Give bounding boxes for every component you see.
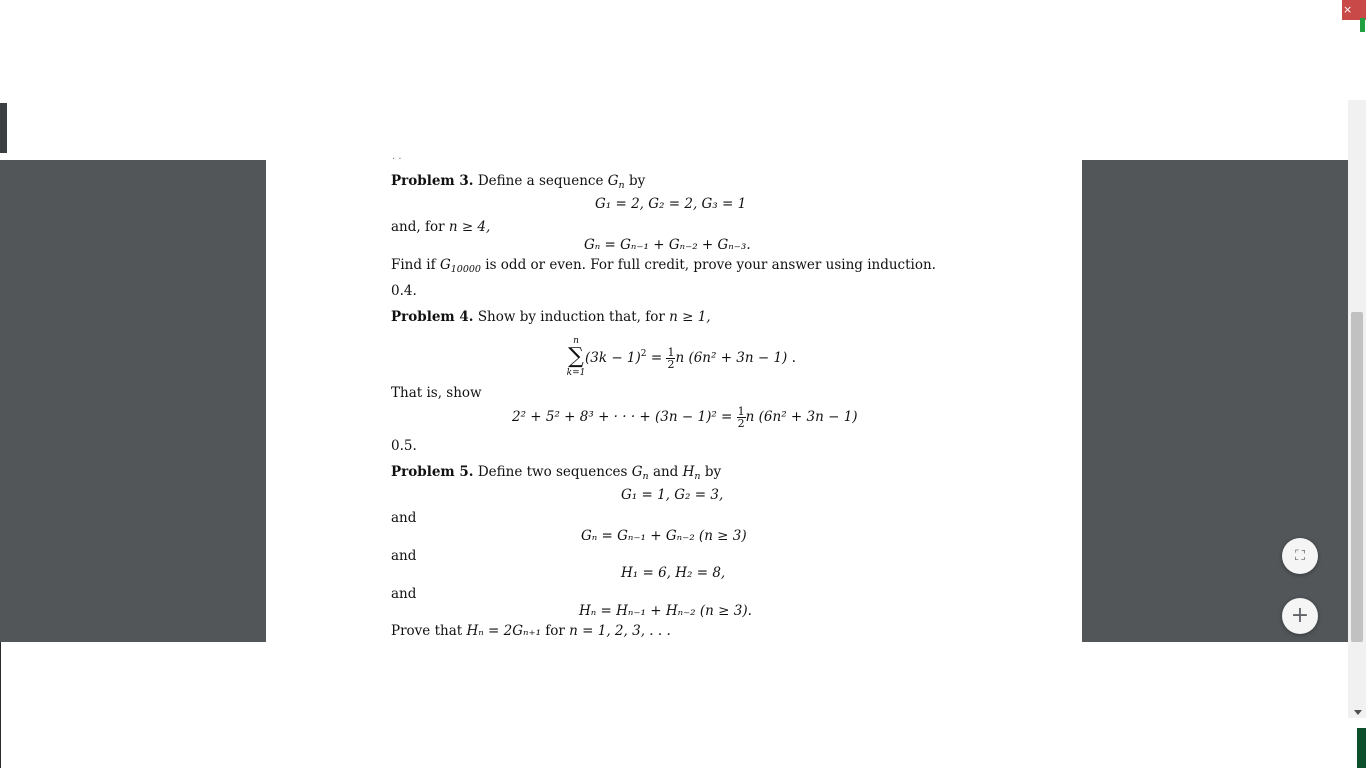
- close-button[interactable]: [1342, 0, 1366, 20]
- window-edge: [0, 642, 1, 768]
- problem-4-that-is: That is, show: [391, 385, 482, 401]
- section-number-0-5: 0.5.: [391, 438, 417, 454]
- close-icon: ×: [1343, 3, 1353, 16]
- problem-5-prove: Prove that Hₙ = 2Gₙ₊₁ for n = 1, 2, 3, . . .: [391, 623, 671, 639]
- sum-sign: ∑: [568, 344, 584, 369]
- clipped-text: · ·: [392, 154, 402, 165]
- problem-5-h-recurrence: Hₙ = Hₙ₋₁ + Hₙ₋₂ (n ≥ 3).: [579, 603, 752, 619]
- scrollbar-thumb[interactable]: [1351, 312, 1363, 642]
- problem-4-statement: Problem 4. Show by induction that, for n ≥ 1,: [391, 309, 711, 325]
- problem-3-label: Problem 3.: [391, 173, 474, 189]
- problem-5-g-recurrence: Gₙ = Gₙ₋₁ + Gₙ₋₂ (n ≥ 3): [581, 528, 747, 544]
- problem-5-and-2: and: [391, 548, 417, 564]
- fit-to-page-icon: ⛶: [1295, 548, 1305, 564]
- taskbar-accent: [1357, 728, 1366, 768]
- fit-to-page-button[interactable]: [1282, 538, 1318, 574]
- problem-3-statement: Problem 3. Define a sequence $G_n$ by: [391, 173, 646, 191]
- problem-5-g-initial: G₁ = 1, G₂ = 3,: [621, 487, 724, 503]
- section-number-0-4: 0.4.: [391, 283, 417, 299]
- problem-4-identity: $(3k - 1)^2$ = $\frac{1}{2}$ n (6n² + 3n − 1) .: [585, 346, 796, 371]
- problem-3-recurrence: Gₙ = Gₙ₋₁ + Gₙ₋₂ + Gₙ₋₃.: [584, 237, 751, 253]
- problem-5-statement: Problem 5. Define two sequences $G_n$ and $H_n$ by: [391, 464, 722, 482]
- toolbar-area: [7, 100, 1348, 160]
- problem-5-and-3: and: [391, 586, 417, 602]
- problem-5-label: Problem 5.: [391, 464, 474, 480]
- side-panel-edge: [0, 103, 7, 153]
- sum-notation: n ∑ k=1: [562, 336, 590, 378]
- scroll-down-arrow-icon[interactable]: [1354, 710, 1362, 715]
- problem-4-label: Problem 4.: [391, 309, 474, 325]
- problem-4-series: 2² + 5² + 8³ + · · · + (3n − 1)² = $\frac{1}{2}$ n (6n² + 3n − 1): [512, 405, 858, 430]
- window-accent: [1360, 18, 1365, 32]
- pdf-page: [266, 154, 1082, 642]
- problem-3-question: Find if $G_{10000}$ is odd or even. For full credit, prove your answer using induction.: [391, 257, 936, 275]
- problem-5-h-initial: H₁ = 6, H₂ = 8,: [621, 565, 726, 581]
- zoom-in-button[interactable]: [1282, 598, 1318, 634]
- zoom-in-icon: +: [1290, 603, 1310, 628]
- problem-5-and-1: and: [391, 510, 417, 526]
- problem-3-initial-values: G₁ = 2, G₂ = 2, G₃ = 1: [595, 196, 747, 212]
- problem-3-condition: and, for n ≥ 4,: [391, 219, 491, 235]
